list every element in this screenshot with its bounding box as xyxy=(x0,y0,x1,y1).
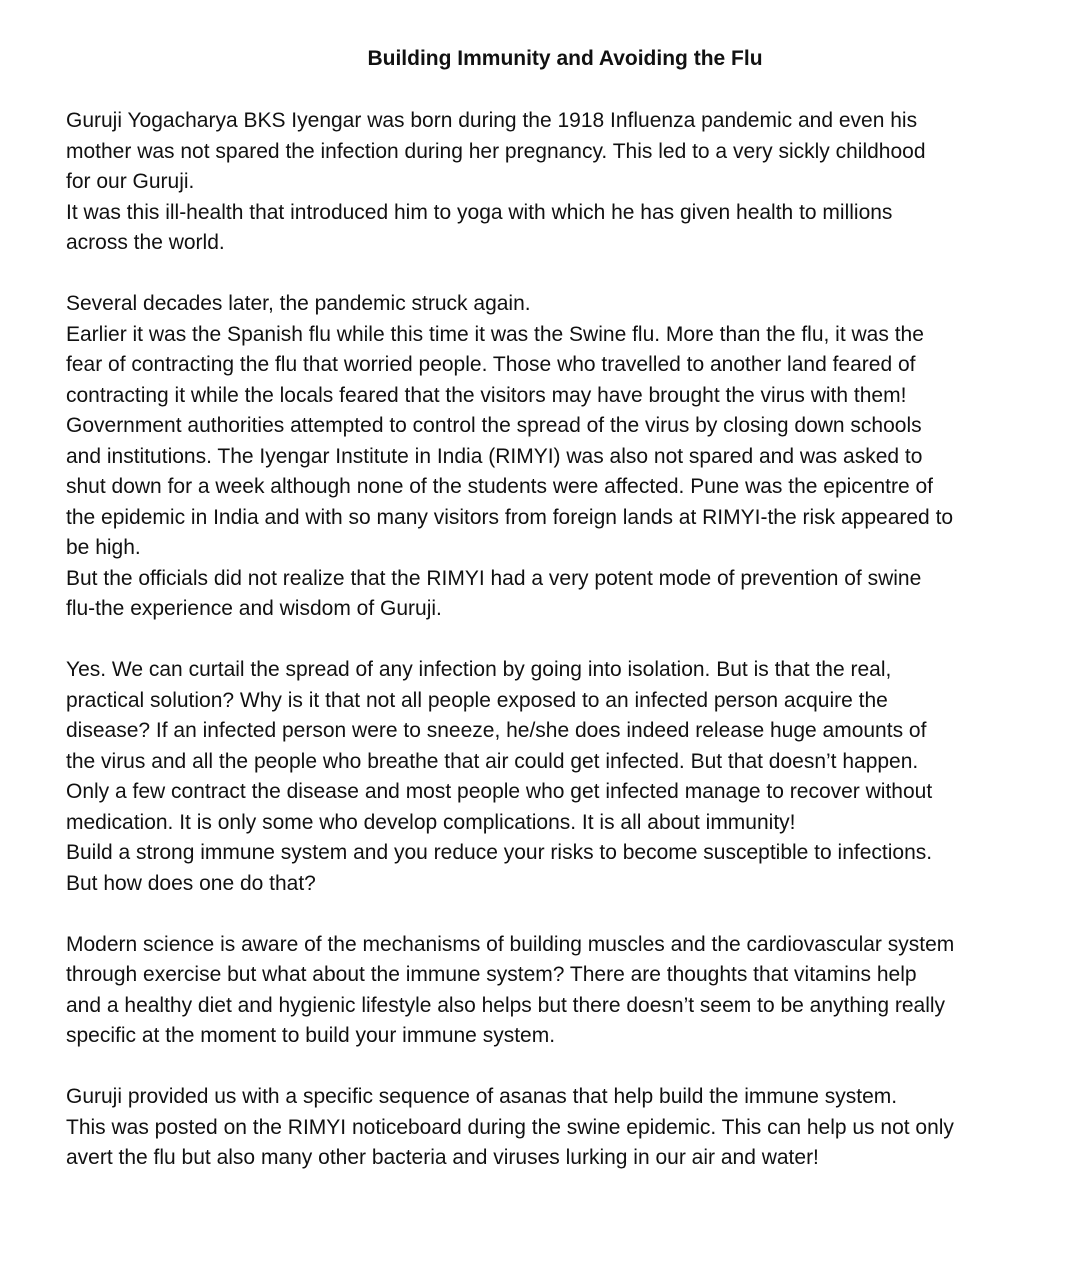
paragraph-4 xyxy=(66,930,1046,1052)
text-line: But the officials did not realize that the RIMYI had a very potent mode of prevention of swine xyxy=(66,566,922,590)
text-line: avert the flu but also many other bacteria and viruses lurking in our air and water! xyxy=(66,1146,819,1169)
paragraph-5 xyxy=(66,1082,1046,1174)
text-line: Only a few contract the disease and most people who get infected manage to recover without xyxy=(66,780,933,803)
text-line: This was posted on the RIMYI noticeboard during the swine epidemic. This can help us not only xyxy=(66,1115,954,1139)
text-line: through exercise but what about the immune system? There are thoughts that vitamins help xyxy=(66,963,917,986)
text-line: Several decades later, the pandemic struck again. xyxy=(66,292,531,315)
text-line: Yes. We can curtail the spread of any infection by going into isolation. But is that the real, xyxy=(66,658,892,681)
text-line: It was this ill-health that introduced him to yoga with which he has given health to millions xyxy=(66,200,893,224)
paragraph-1 xyxy=(66,106,1046,259)
text-line: the virus and all the people who breathe that air could get infected. But that doesn’t happen. xyxy=(66,749,919,773)
text-line: for our Guruji. xyxy=(66,170,195,193)
text-line: disease? If an infected person were to sneeze, he/she does indeed release huge amounts of xyxy=(66,719,927,742)
text-line: and a healthy diet and hygienic lifestyle also helps but there doesn’t seem to be anything really xyxy=(66,993,946,1017)
text-line: Earlier it was the Spanish flu while this time it was the Swine flu. More than the flu, it was the xyxy=(66,322,924,346)
text-line: be high. xyxy=(66,536,141,559)
text-line: and institutions. The Iyengar Institute in India (RIMYI) was also not spared and was asked to xyxy=(66,444,923,468)
text-line: Government authorities attempted to control the spread of the virus by closing down schools xyxy=(66,414,922,437)
text-line: mother was not spared the infection during her pregnancy. This led to a very sickly childhood xyxy=(66,139,926,163)
text-line: flu-the experience and wisdom of Guruji. xyxy=(66,597,442,620)
text-line: across the world. xyxy=(66,231,225,254)
paragraph-3 xyxy=(66,655,1046,899)
text-line: specific at the moment to build your immune system. xyxy=(66,1024,556,1047)
text-line: fear of contracting the flu that worried people. Those who travelled to another land feared of xyxy=(66,353,916,376)
text-line: Guruji provided us with a specific sequence of asanas that help build the immune system. xyxy=(66,1085,898,1108)
text-line: contracting it while the locals feared that the visitors may have brought the virus with them! xyxy=(66,383,907,407)
text-line: Guruji Yogacharya BKS Iyengar was born during the 1918 Influenza pandemic and even his xyxy=(66,109,918,132)
document-title: Building Immunity and Avoiding the Flu xyxy=(367,47,763,70)
text-line: But how does one do that? xyxy=(66,871,316,895)
text-line: medication. It is only some who develop complications. It is all about immunity! xyxy=(66,810,796,834)
text-line: practical solution? Why is it that not all people exposed to an infected person acquire the xyxy=(66,688,888,712)
paragraph-2 xyxy=(66,289,1046,625)
text-line: the epidemic in India and with so many visitors from foreign lands at RIMYI-the risk appeared to xyxy=(66,505,954,529)
text-line: Modern science is aware of the mechanisms of building muscles and the cardiovascular system xyxy=(66,932,955,956)
text-line: Build a strong immune system and you reduce your risks to become susceptible to infections. xyxy=(66,841,933,864)
text-line: shut down for a week although none of the students were affected. Pune was the epicentre of xyxy=(66,475,934,498)
